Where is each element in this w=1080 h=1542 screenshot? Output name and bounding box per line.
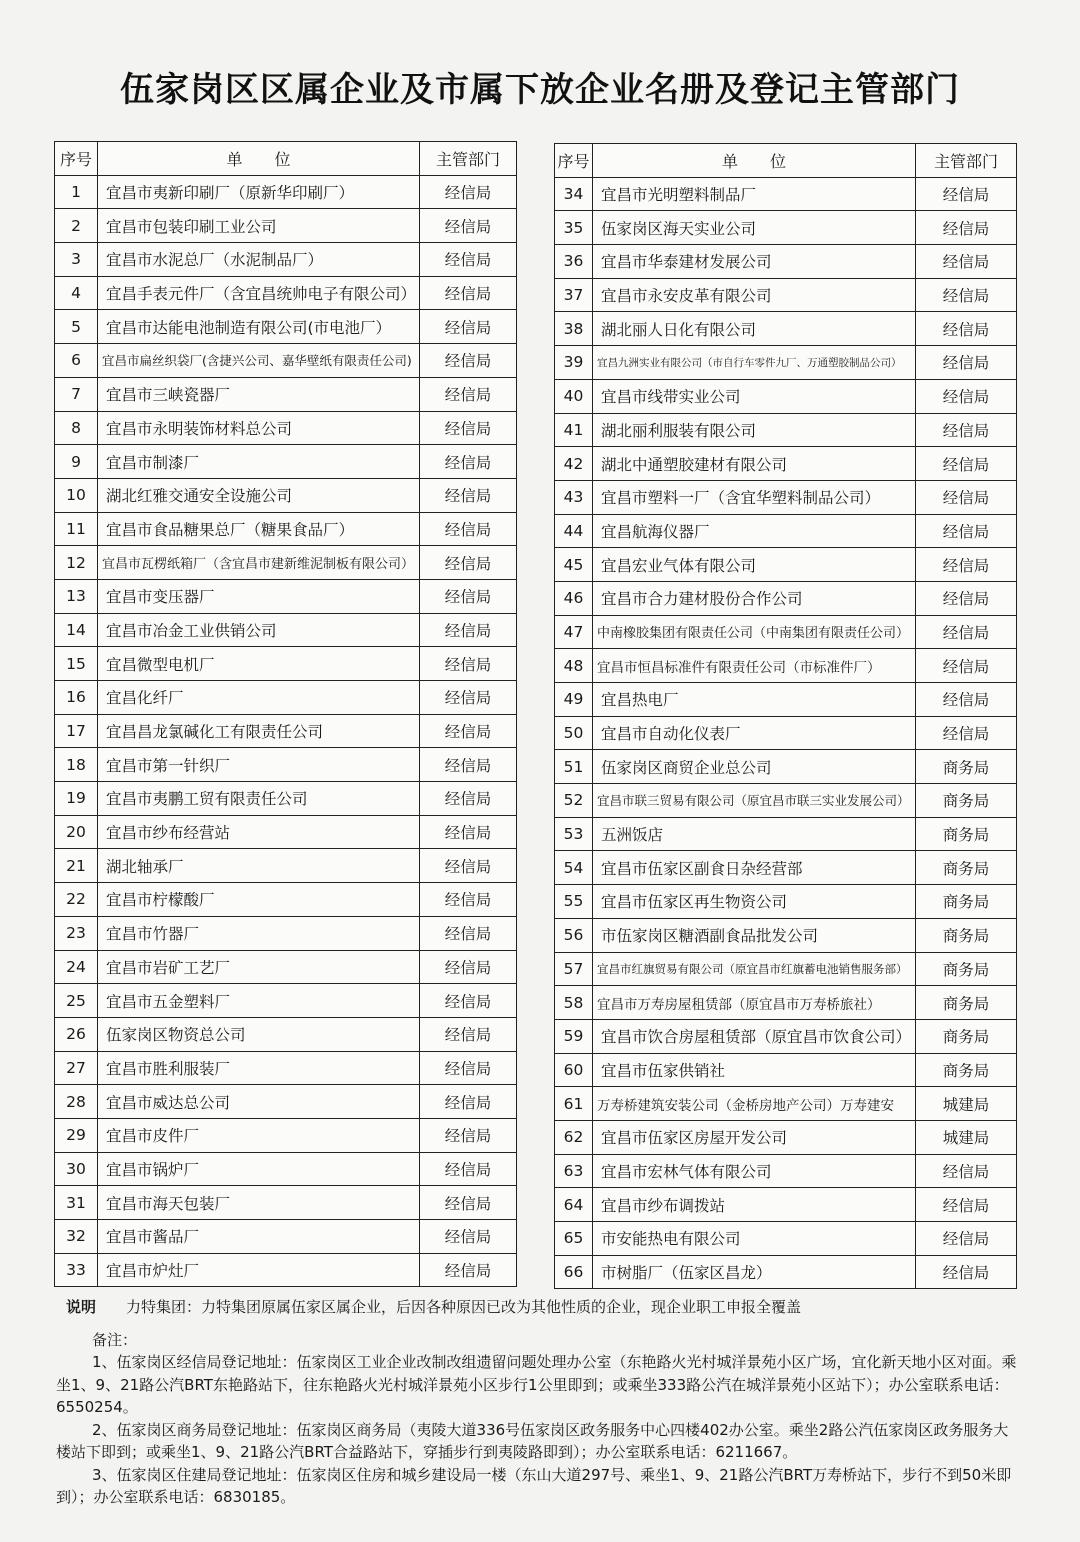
row-number: 61 (555, 1087, 593, 1121)
company-name: 宜昌市夷鹏工贸有限责任公司 (98, 782, 420, 816)
department: 经信局 (916, 312, 1017, 346)
row-number: 39 (555, 346, 593, 380)
department: 经信局 (420, 714, 517, 748)
department: 经信局 (420, 815, 517, 849)
table-row (55, 209, 517, 243)
row-number: 57 (555, 952, 593, 986)
table-row (55, 1253, 517, 1287)
department: 经信局 (420, 579, 517, 613)
table-row (55, 1051, 517, 1085)
row-number: 54 (555, 851, 593, 885)
table-row (555, 245, 1017, 279)
row-number: 26 (55, 1017, 98, 1051)
explanation-line (56, 1296, 1020, 1319)
department: 商务局 (916, 750, 1017, 784)
company-name: 宜昌市塑料一厂（含宜华塑料制品公司） (593, 480, 916, 514)
table-row (555, 1019, 1017, 1053)
department: 经信局 (916, 1188, 1017, 1222)
table-row (555, 885, 1017, 919)
company-name: 宜昌市红旗贸易有限公司（原宜昌市红旗蓄电池销售服务部） (593, 952, 916, 986)
company-name: 湖北丽人日化有限公司 (593, 312, 916, 346)
table-row (555, 447, 1017, 481)
company-name: 宜昌市纱布调拨站 (593, 1188, 916, 1222)
row-number: 10 (55, 478, 98, 512)
department: 城建局 (916, 1120, 1017, 1154)
table-row (555, 581, 1017, 615)
row-number: 18 (55, 748, 98, 782)
row-number: 56 (555, 918, 593, 952)
row-number: 6 (55, 344, 98, 378)
table-row (55, 344, 517, 378)
row-number: 17 (55, 714, 98, 748)
table-row (555, 952, 1017, 986)
row-number: 30 (55, 1152, 98, 1186)
row-number: 13 (55, 579, 98, 613)
table-row (555, 346, 1017, 380)
table-row (555, 312, 1017, 346)
company-name: 宜昌市水泥总厂（水泥制品厂） (98, 243, 420, 277)
row-number: 45 (555, 548, 593, 582)
company-name: 伍家岗区海天实业公司 (593, 211, 916, 245)
company-name: 宜昌市达能电池制造有限公司(市电池厂） (98, 310, 420, 344)
row-number: 14 (55, 613, 98, 647)
department: 经信局 (916, 447, 1017, 481)
row-number: 28 (55, 1085, 98, 1119)
company-name: 宜昌市五金塑料厂 (98, 984, 420, 1018)
department: 经信局 (420, 1118, 517, 1152)
row-number: 3 (55, 243, 98, 277)
row-number: 47 (555, 615, 593, 649)
table-row (55, 478, 517, 512)
company-name: 湖北轴承厂 (98, 849, 420, 883)
company-name: 宜昌市制漆厂 (98, 445, 420, 479)
department: 经信局 (420, 377, 517, 411)
row-number: 43 (555, 480, 593, 514)
remark-item: 2、伍家岗区商务局登记地址：伍家岗区商务局（夷陵大道336号伍家岗区政务服务中心四楼402办公室。乘坐2路公汽伍家岗区政务服务大楼站下即到；或乘坐1、9、21路公汽BRT合益路站下，穿插步行到夷陵路即到）；办公室联系电话：6211667。 (56, 1420, 1009, 1461)
table-row (55, 950, 517, 984)
table-row (555, 379, 1017, 413)
row-number: 5 (55, 310, 98, 344)
company-name: 宜昌市酱品厂 (98, 1220, 420, 1254)
company-name: 宜昌市宏林气体有限公司 (593, 1154, 916, 1188)
company-name: 宜昌市瓦楞纸箱厂（含宜昌市建新维泥制板有限公司） (98, 546, 420, 580)
table-row (555, 413, 1017, 447)
department: 经信局 (420, 1017, 517, 1051)
company-name: 宜昌市第一针织厂 (98, 748, 420, 782)
department: 经信局 (916, 245, 1017, 279)
table-row (55, 512, 517, 546)
company-name: 宜昌市三峡瓷器厂 (98, 377, 420, 411)
table-row (55, 1220, 517, 1254)
company-name: 中南橡胶集团有限责任公司（中南集团有限责任公司） (593, 615, 916, 649)
company-name: 宜昌市光明塑料制品厂 (593, 177, 916, 211)
table-row (555, 514, 1017, 548)
table-row (555, 649, 1017, 683)
row-number: 11 (55, 512, 98, 546)
table-row (55, 310, 517, 344)
table-row (55, 883, 517, 917)
department: 经信局 (420, 512, 517, 546)
row-number: 51 (555, 750, 593, 784)
department: 经信局 (420, 478, 517, 512)
table-row (555, 918, 1017, 952)
company-name: 伍家岗区商贸企业总公司 (593, 750, 916, 784)
header-unit: 单 位 (98, 142, 420, 176)
table-row (55, 579, 517, 613)
company-name: 宜昌手表元件厂（含宜昌统帅电子有限公司） (98, 276, 420, 310)
row-number: 29 (55, 1118, 98, 1152)
department: 经信局 (916, 683, 1017, 717)
table-row (55, 714, 517, 748)
notes-section (56, 1296, 1020, 1509)
department: 经信局 (420, 276, 517, 310)
company-name: 宜昌九洲实业有限公司（市自行车零件九厂、万通塑胶制品公司） (593, 346, 916, 380)
company-name: 五洲饭店 (593, 817, 916, 851)
company-name: 宜昌市胜利服装厂 (98, 1051, 420, 1085)
row-number: 38 (555, 312, 593, 346)
table-row (55, 377, 517, 411)
department: 经信局 (916, 649, 1017, 683)
department: 经信局 (916, 379, 1017, 413)
department: 经信局 (916, 716, 1017, 750)
row-number: 7 (55, 377, 98, 411)
company-name: 宜昌市伍家区房屋开发公司 (593, 1120, 916, 1154)
table-row (555, 716, 1017, 750)
department: 经信局 (916, 548, 1017, 582)
row-number: 41 (555, 413, 593, 447)
company-name: 宜昌市竹器厂 (98, 916, 420, 950)
department: 经信局 (420, 445, 517, 479)
row-number: 49 (555, 683, 593, 717)
remark-title: 备注： (92, 1330, 138, 1349)
row-number: 8 (55, 411, 98, 445)
row-number: 37 (555, 278, 593, 312)
company-name: 湖北红雅交通安全设施公司 (98, 478, 420, 512)
table-row (55, 849, 517, 883)
company-name: 宜昌航海仪器厂 (593, 514, 916, 548)
table-row (55, 276, 517, 310)
row-number: 31 (55, 1186, 98, 1220)
department: 经信局 (420, 916, 517, 950)
row-number: 34 (555, 177, 593, 211)
department: 经信局 (916, 581, 1017, 615)
table-row (555, 817, 1017, 851)
department: 经信局 (420, 243, 517, 277)
explanation-text: 力特集团：力特集团原属伍家区属企业，后因各种原因已改为其他性质的企业，现企业职工申报全覆盖 (126, 1298, 802, 1316)
row-number: 58 (555, 986, 593, 1020)
table-row (555, 548, 1017, 582)
company-name: 宜昌市柠檬酸厂 (98, 883, 420, 917)
company-name: 宜昌微型电机厂 (98, 647, 420, 681)
department: 经信局 (916, 1222, 1017, 1256)
department: 经信局 (420, 849, 517, 883)
row-number: 55 (555, 885, 593, 919)
row-number: 53 (555, 817, 593, 851)
company-name: 伍家岗区物资总公司 (98, 1017, 420, 1051)
row-number: 15 (55, 647, 98, 681)
company-name: 宜昌热电厂 (593, 683, 916, 717)
company-name: 宜昌市华泰建材发展公司 (593, 245, 916, 279)
department: 经信局 (420, 1085, 517, 1119)
header-seq: 序号 (555, 144, 593, 178)
row-number: 19 (55, 782, 98, 816)
table-row (55, 647, 517, 681)
row-number: 63 (555, 1154, 593, 1188)
company-name: 湖北丽利服装有限公司 (593, 413, 916, 447)
header-unit: 单 位 (593, 144, 916, 178)
department: 经信局 (420, 950, 517, 984)
table-row (555, 1255, 1017, 1289)
table-header-row (55, 142, 517, 176)
company-name: 市安能热电有限公司 (593, 1222, 916, 1256)
row-number: 35 (555, 211, 593, 245)
company-name: 宜昌市永安皮革有限公司 (593, 278, 916, 312)
table-row (555, 784, 1017, 818)
company-name: 宜昌市联三贸易有限公司（原宜昌市联三实业发展公司） (593, 784, 916, 818)
company-name: 宜昌市永明装饰材料总公司 (98, 411, 420, 445)
department: 商务局 (916, 817, 1017, 851)
department: 商务局 (916, 885, 1017, 919)
row-number: 27 (55, 1051, 98, 1085)
department: 经信局 (420, 546, 517, 580)
table-row (555, 986, 1017, 1020)
company-name: 宜昌化纤厂 (98, 681, 420, 715)
department: 经信局 (420, 1220, 517, 1254)
row-number: 1 (55, 175, 98, 209)
row-number: 2 (55, 209, 98, 243)
company-name: 湖北中通塑胶建材有限公司 (593, 447, 916, 481)
table-row (555, 851, 1017, 885)
table-row (555, 278, 1017, 312)
company-name: 宜昌宏业气体有限公司 (593, 548, 916, 582)
row-number: 33 (55, 1253, 98, 1287)
department: 经信局 (916, 211, 1017, 245)
department: 经信局 (420, 411, 517, 445)
row-number: 62 (555, 1120, 593, 1154)
department: 经信局 (420, 1186, 517, 1220)
department: 商务局 (916, 1053, 1017, 1087)
department: 经信局 (420, 748, 517, 782)
table-row (555, 480, 1017, 514)
department: 城建局 (916, 1087, 1017, 1121)
department: 商务局 (916, 986, 1017, 1020)
department: 经信局 (420, 984, 517, 1018)
table-row (55, 1152, 517, 1186)
table-row (55, 546, 517, 580)
row-number: 23 (55, 916, 98, 950)
table-row (55, 815, 517, 849)
row-number: 32 (55, 1220, 98, 1254)
company-name: 宜昌市自动化仪表厂 (593, 716, 916, 750)
company-name: 市树脂厂（伍家区昌龙） (593, 1255, 916, 1289)
company-name: 宜昌市威达总公司 (98, 1085, 420, 1119)
table-row (55, 445, 517, 479)
table-row (55, 613, 517, 647)
department: 经信局 (420, 782, 517, 816)
company-name: 宜昌市伍家区副食日杂经营部 (593, 851, 916, 885)
row-number: 44 (555, 514, 593, 548)
company-name: 宜昌市万寿房屋租赁部（原宜昌市万寿桥旅社） (593, 986, 916, 1020)
department: 经信局 (420, 1253, 517, 1287)
company-name: 宜昌市夷新印刷厂（原新华印刷厂） (98, 175, 420, 209)
row-number: 59 (555, 1019, 593, 1053)
department: 经信局 (916, 346, 1017, 380)
department: 商务局 (916, 851, 1017, 885)
company-name: 宜昌市岩矿工艺厂 (98, 950, 420, 984)
table-row (55, 681, 517, 715)
department: 经信局 (420, 883, 517, 917)
company-name: 宜昌市扁丝织袋厂(含捷兴公司、嘉华壁纸有限责任公司) (98, 344, 420, 378)
company-name: 宜昌市变压器厂 (98, 579, 420, 613)
company-name: 宜昌市海天包装厂 (98, 1186, 420, 1220)
table-row (55, 243, 517, 277)
department: 经信局 (916, 480, 1017, 514)
department: 经信局 (420, 344, 517, 378)
department: 经信局 (420, 613, 517, 647)
row-number: 9 (55, 445, 98, 479)
table-row (555, 615, 1017, 649)
row-number: 20 (55, 815, 98, 849)
department: 经信局 (420, 175, 517, 209)
table-row (55, 984, 517, 1018)
page-title: 伍家岗区区属企业及市属下放企业名册及登记主管部门 (120, 70, 960, 110)
table-row (555, 211, 1017, 245)
department: 商务局 (916, 784, 1017, 818)
row-number: 46 (555, 581, 593, 615)
row-number: 4 (55, 276, 98, 310)
department: 经信局 (916, 615, 1017, 649)
company-name: 宜昌市合力建材股份合作公司 (593, 581, 916, 615)
company-table-left (54, 141, 517, 1287)
row-number: 60 (555, 1053, 593, 1087)
company-name: 宜昌市恒昌标准件有限责任公司（市标准件厂） (593, 649, 916, 683)
explanation-label: 说明 (66, 1298, 97, 1316)
department: 经信局 (420, 681, 517, 715)
department: 经信局 (420, 310, 517, 344)
remark-item: 1、伍家岗区经信局登记地址：伍家岗区工业企业改制改组遗留问题处理办公室（东艳路火光村城洋景苑小区广场，宜化新天地小区对面。乘坐1、9、21路公汽BRT东艳路站下，往东艳路火光村城洋景苑小区步行1公里即到；或乘坐333路公汽在城洋景苑小区站下）；办公室联系电话：6550254。 (56, 1353, 1017, 1416)
company-name: 宜昌市锅炉厂 (98, 1152, 420, 1186)
table-row (55, 1186, 517, 1220)
header-seq: 序号 (55, 142, 98, 176)
company-name: 宜昌市冶金工业供销公司 (98, 613, 420, 647)
department: 商务局 (916, 952, 1017, 986)
company-name: 宜昌市伍家供销社 (593, 1053, 916, 1087)
company-name: 宜昌市食品糖果总厂（糖果食品厂） (98, 512, 420, 546)
company-name: 宜昌市炉灶厂 (98, 1253, 420, 1287)
table-row (55, 1085, 517, 1119)
company-name: 市伍家岗区糖酒副食品批发公司 (593, 918, 916, 952)
table-row (55, 748, 517, 782)
row-number: 65 (555, 1222, 593, 1256)
table-row (555, 1087, 1017, 1121)
department: 经信局 (420, 1152, 517, 1186)
company-name: 宜昌市纱布经营站 (98, 815, 420, 849)
company-table-right (554, 143, 1017, 1289)
table-row (555, 683, 1017, 717)
department: 经信局 (916, 1255, 1017, 1289)
table-row (55, 411, 517, 445)
row-number: 36 (555, 245, 593, 279)
row-number: 48 (555, 649, 593, 683)
row-number: 22 (55, 883, 98, 917)
department: 经信局 (916, 1154, 1017, 1188)
department: 经信局 (420, 1051, 517, 1085)
department: 商务局 (916, 918, 1017, 952)
table-row (555, 1188, 1017, 1222)
table-row (55, 782, 517, 816)
row-number: 66 (555, 1255, 593, 1289)
remark-item: 3、伍家岗区住建局登记地址：伍家岗区住房和城乡建设局一楼（东山大道297号、乘坐1、9、21路公汽BRT万寿桥站下，步行不到50米即到）；办公室联系电话：6830185。 (56, 1465, 1012, 1506)
table-row (55, 916, 517, 950)
row-number: 24 (55, 950, 98, 984)
table-row (555, 750, 1017, 784)
department: 经信局 (916, 514, 1017, 548)
company-name: 宜昌市包装印刷工业公司 (98, 209, 420, 243)
table-row (55, 1017, 517, 1051)
row-number: 50 (555, 716, 593, 750)
table-row (555, 1120, 1017, 1154)
department: 经信局 (420, 647, 517, 681)
row-number: 64 (555, 1188, 593, 1222)
table-row (55, 1118, 517, 1152)
row-number: 21 (55, 849, 98, 883)
header-dept: 主管部门 (420, 142, 517, 176)
company-name: 万寿桥建筑安装公司（金桥房地产公司）万寿建安 (593, 1087, 916, 1121)
department: 经信局 (916, 278, 1017, 312)
table-row (555, 1053, 1017, 1087)
department: 经信局 (420, 209, 517, 243)
department: 经信局 (916, 177, 1017, 211)
row-number: 16 (55, 681, 98, 715)
table-row (555, 177, 1017, 211)
table-row (555, 1222, 1017, 1256)
row-number: 52 (555, 784, 593, 818)
company-name: 宜昌市皮件厂 (98, 1118, 420, 1152)
company-name: 宜昌市饮合房屋租赁部（原宜昌市饮食公司） (593, 1019, 916, 1053)
row-number: 12 (55, 546, 98, 580)
row-number: 42 (555, 447, 593, 481)
company-name: 宜昌昌龙氯碱化工有限责任公司 (98, 714, 420, 748)
table-header-row (555, 144, 1017, 178)
department: 商务局 (916, 1019, 1017, 1053)
header-dept: 主管部门 (916, 144, 1017, 178)
table-row (55, 175, 517, 209)
row-number: 25 (55, 984, 98, 1018)
company-name: 宜昌市线带实业公司 (593, 379, 916, 413)
department: 经信局 (916, 413, 1017, 447)
row-number: 40 (555, 379, 593, 413)
company-name: 宜昌市伍家区再生物资公司 (593, 885, 916, 919)
table-row (555, 1154, 1017, 1188)
